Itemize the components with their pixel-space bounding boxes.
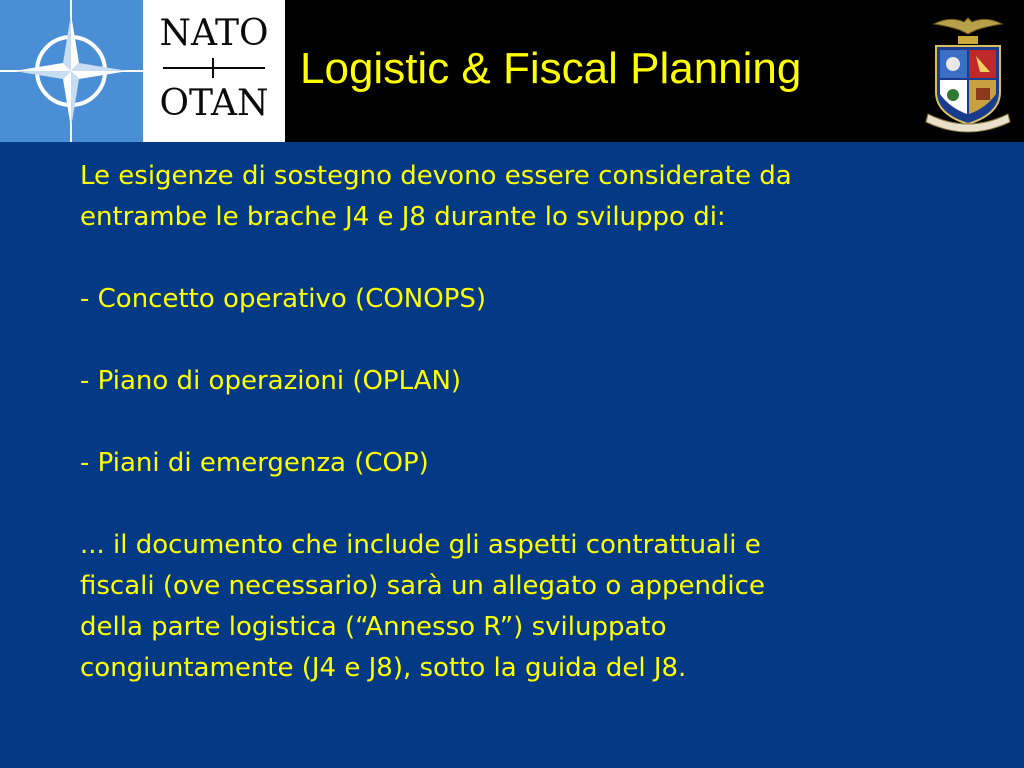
nato-wordmark-divider <box>163 67 265 69</box>
nato-wordmark-bottom: OTAN <box>159 83 269 124</box>
spacer <box>80 484 960 525</box>
slide-title: Logistic & Fiscal Planning <box>300 44 802 93</box>
spacer <box>80 320 960 361</box>
closing-line-4: congiuntamente (J4 e J8), sotto la guida del J8. <box>80 653 687 683</box>
nato-compass-logo <box>0 0 143 142</box>
list-item-cop: - Piani di emergenza (COP) <box>80 448 429 478</box>
slide-body <box>80 156 960 689</box>
list-item-oplan: - Piano di operazioni (OPLAN) <box>80 366 462 396</box>
closing-line-1: ... il documento che include gli aspetti contrattuali e <box>80 530 761 560</box>
spacer <box>80 402 960 443</box>
intro-line-1: Le esigenze di sostegno devono essere considerate da <box>80 161 792 191</box>
spacer <box>80 238 960 279</box>
closing-line-3: della parte logistica (“Annesso R”) sviluppato <box>80 612 667 642</box>
list-item-conops: - Concetto operativo (CONOPS) <box>80 284 487 314</box>
nato-compass-icon <box>0 0 143 142</box>
nato-wordmark <box>143 0 285 142</box>
air-force-emblem <box>920 10 1016 135</box>
nato-wordmark-divider-tick <box>212 58 214 78</box>
intro-line-2: entrambe le brache J4 e J8 durante lo sviluppo di: <box>80 202 726 232</box>
nato-wordmark-top: NATO <box>159 13 269 54</box>
air-force-coat-of-arms-icon <box>920 10 1016 135</box>
closing-line-2: fiscali (ove necessario) sarà un allegato o appendice <box>80 571 765 601</box>
